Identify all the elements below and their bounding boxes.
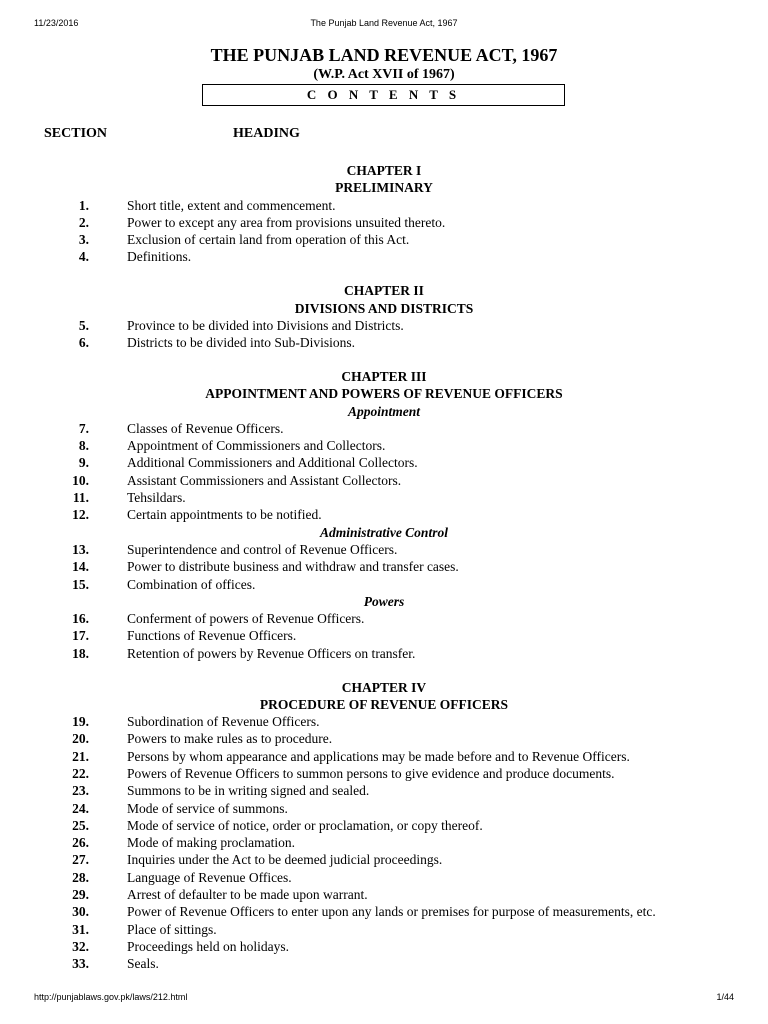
chapter-block	[0, 162, 768, 266]
section-row	[0, 921, 768, 938]
section-row	[0, 558, 768, 575]
section-row	[0, 214, 768, 231]
print-url: http://punjablaws.gov.pk/laws/212.html	[34, 992, 188, 1002]
column-header-section: SECTION	[44, 126, 108, 141]
section-heading: Districts to be divided into Sub-Divisions.	[127, 335, 355, 351]
section-number: 28.	[72, 869, 89, 885]
document-title: THE PUNJAB LAND REVENUE ACT, 1967	[210, 45, 558, 65]
section-heading: Province to be divided into Divisions and Districts.	[127, 317, 404, 333]
subheading: Appointment	[347, 403, 420, 419]
print-header	[34, 18, 734, 30]
subheading: Powers	[363, 593, 405, 609]
chapter-spacer	[0, 351, 768, 368]
section-heading: Inquiries under the Act to be deemed judicial proceedings.	[127, 852, 443, 868]
section-heading: Summons to be in writing signed and sealed.	[127, 783, 370, 799]
section-heading: Power to distribute business and withdraw and transfer cases.	[127, 559, 459, 575]
section-row	[0, 645, 768, 662]
section-heading: Mode of service of summons.	[127, 800, 288, 816]
section-number: 2.	[78, 214, 89, 230]
section-heading: Subordination of Revenue Officers.	[127, 714, 320, 730]
section-row	[0, 437, 768, 454]
section-number: 20.	[72, 731, 89, 747]
chapter-block	[0, 282, 768, 351]
subheading: Administrative Control	[320, 524, 448, 540]
section-row	[0, 334, 768, 351]
section-heading: Persons by whom appearance and applications may be made before and to Revenue Officers.	[127, 748, 630, 764]
section-heading: Mode of service of notice, order or proclamation, or copy thereof.	[127, 817, 483, 833]
section-number: 21.	[72, 748, 89, 764]
section-heading: Additional Commissioners and Additional Collectors.	[127, 455, 418, 471]
section-number: 25.	[72, 817, 89, 833]
section-row	[0, 610, 768, 627]
section-heading: Arrest of defaulter to be made upon warrant.	[127, 887, 368, 903]
section-number: 3.	[78, 232, 89, 248]
chapter-spacer	[0, 662, 768, 679]
section-row	[0, 472, 768, 489]
section-row	[0, 782, 768, 799]
document-subtitle: (W.P. Act XVII of 1967)	[313, 67, 455, 82]
section-number: 23.	[72, 783, 89, 799]
section-heading: Seals.	[127, 956, 159, 972]
section-row	[0, 576, 768, 593]
chapter-title: PROCEDURE OF REVENUE OFFICERS	[259, 696, 509, 712]
section-heading: Short title, extent and commencement.	[127, 197, 336, 213]
section-heading: Language of Revenue Offices.	[127, 869, 292, 885]
print-page-title: The Punjab Land Revenue Act, 1967	[310, 18, 458, 28]
section-heading: Assistant Commissioners and Assistant Collectors.	[127, 472, 402, 488]
section-row	[0, 713, 768, 730]
section-heading: Certain appointments to be notified.	[127, 507, 322, 523]
section-number: 11.	[72, 490, 89, 506]
section-heading: Mode of making proclamation.	[127, 835, 295, 851]
section-heading: Powers of Revenue Officers to summon persons to give evidence and produce documents.	[127, 766, 615, 781]
chapter-title: DIVISIONS AND DISTRICTS	[294, 300, 474, 316]
section-row	[0, 627, 768, 644]
section-row	[0, 800, 768, 817]
section-number: 4.	[78, 249, 89, 265]
chapter-number: CHAPTER IV	[341, 679, 427, 695]
section-number: 9.	[78, 455, 89, 471]
section-row	[0, 317, 768, 334]
section-heading: Definitions.	[127, 249, 192, 265]
print-date: 11/23/2016	[34, 18, 79, 28]
section-heading: Exclusion of certain land from operation of this Act.	[127, 232, 410, 248]
section-number: 12.	[72, 507, 89, 523]
section-heading: Power to except any area from provisions unsuited thereto.	[127, 214, 446, 230]
section-heading: Superintendence and control of Revenue Officers.	[127, 541, 398, 557]
chapter-number: CHAPTER I	[346, 163, 422, 178]
section-row	[0, 851, 768, 868]
section-number: 22.	[72, 766, 89, 781]
section-number: 17.	[72, 628, 89, 644]
section-number: 26.	[72, 835, 89, 851]
section-heading: Conferment of powers of Revenue Officers.	[127, 611, 365, 627]
print-page-number: 1/44	[716, 992, 734, 1002]
section-row	[0, 886, 768, 903]
section-row	[0, 231, 768, 248]
chapter-title: APPOINTMENT AND POWERS OF REVENUE OFFICERS	[205, 386, 563, 402]
section-heading: Combination of offices.	[127, 576, 256, 592]
section-heading: Retention of powers by Revenue Officers on transfer.	[127, 645, 416, 661]
section-number: 16.	[72, 611, 89, 627]
chapter-number: CHAPTER III	[341, 368, 427, 384]
section-number: 8.	[78, 438, 89, 454]
section-number: 5.	[78, 317, 89, 333]
section-number: 31.	[72, 921, 89, 937]
section-number: 30.	[72, 904, 89, 920]
section-row	[0, 489, 768, 506]
section-row	[0, 955, 768, 972]
section-number: 6.	[78, 335, 89, 351]
section-heading: Power of Revenue Officers to enter upon any lands or premises for purpose of measurements, etc.	[127, 904, 656, 920]
section-heading: Functions of Revenue Officers.	[127, 628, 297, 644]
section-heading: Appointment of Commissioners and Collectors.	[127, 438, 386, 454]
chapter-title: PRELIMINARY	[335, 180, 433, 196]
section-row	[0, 765, 768, 782]
table-of-contents	[0, 162, 768, 973]
section-number: 18.	[72, 645, 89, 661]
section-heading: Classes of Revenue Officers.	[127, 420, 284, 436]
column-header-heading: HEADING	[233, 126, 300, 141]
section-row	[0, 938, 768, 955]
section-row	[0, 454, 768, 471]
section-number: 27.	[72, 852, 89, 868]
section-heading: Powers to make rules as to procedure.	[127, 731, 333, 747]
chapter-number: CHAPTER II	[344, 283, 424, 299]
section-heading: Proceedings held on holidays.	[127, 938, 289, 954]
section-row	[0, 506, 768, 523]
chapter-spacer	[0, 266, 768, 283]
section-number: 1.	[78, 197, 89, 213]
section-number: 32.	[72, 938, 89, 954]
section-row	[0, 903, 768, 920]
section-number: 14.	[72, 559, 89, 575]
section-row	[0, 197, 768, 214]
section-row	[0, 748, 768, 765]
section-number: 33.	[72, 956, 89, 972]
section-row	[0, 730, 768, 747]
section-heading: Place of sittings.	[127, 921, 217, 937]
section-row	[0, 834, 768, 851]
section-number: 19.	[72, 714, 89, 730]
print-footer	[34, 992, 734, 1004]
section-row	[0, 817, 768, 834]
section-row	[0, 248, 768, 265]
chapter-block	[0, 368, 768, 662]
section-row	[0, 541, 768, 558]
section-number: 15.	[72, 576, 89, 592]
section-number: 7.	[78, 420, 89, 436]
section-number: 10.	[72, 472, 89, 488]
section-number: 13.	[72, 541, 89, 557]
section-heading: Tehsildars.	[127, 490, 186, 506]
section-number: 29.	[72, 887, 89, 903]
chapter-block	[0, 679, 768, 973]
contents-box: C O N T E N T S	[202, 84, 565, 106]
section-row	[0, 420, 768, 437]
section-number: 24.	[72, 800, 89, 816]
section-row	[0, 869, 768, 886]
